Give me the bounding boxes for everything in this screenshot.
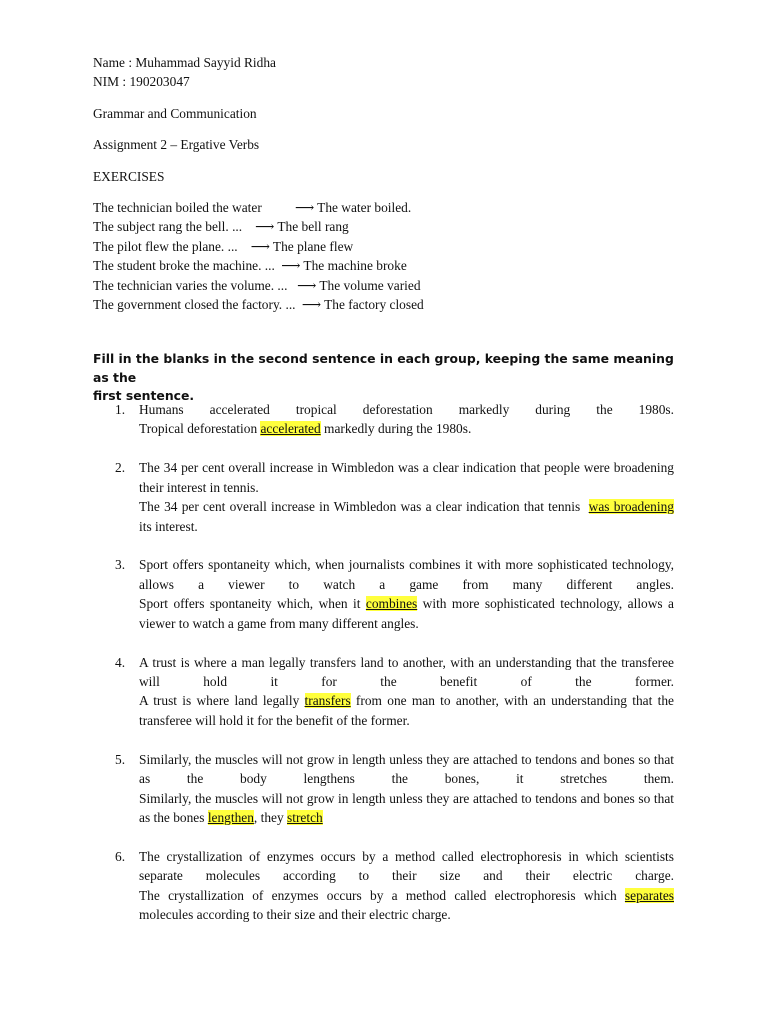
question-item <box>0 400 674 439</box>
highlighted-answer: transfers <box>304 693 351 709</box>
rewritten-sentence: The 34 per cent overall increase in Wimbledon was a clear indication that tennis was broadening its interest. <box>139 499 674 534</box>
rewritten-sentence: Sport offers spontaneity which, when it combines with more sophisticated technology, allows a viewer to watch a game from many different angles. <box>139 596 674 631</box>
exercise-transitive: The pilot flew the plane. ... <box>93 238 238 254</box>
arrow-icon: ⟶ <box>301 296 322 312</box>
rewritten-sentence: Tropical deforestation accelerated markedly during the 1980s. <box>139 421 472 437</box>
highlighted-answer-2: stretch <box>287 809 323 825</box>
question-item <box>0 847 674 925</box>
exercise-row <box>93 217 424 236</box>
highlighted-answer: lengthen <box>207 809 254 825</box>
exercise-transitive: The student broke the machine. ... <box>93 258 275 274</box>
question-number: 5. <box>115 751 126 767</box>
exercise-transitive: The subject rang the bell. ... <box>93 219 243 235</box>
instruction-line-2: first sentence. <box>93 388 195 403</box>
exercise-transitive: The technician varies the volume. ... <box>93 277 288 293</box>
question-number: 3. <box>115 557 126 573</box>
exercise-list <box>93 198 424 314</box>
arrow-icon: ⟶ <box>281 258 301 274</box>
question-number: 4. <box>115 654 126 670</box>
numbered-questions <box>0 400 768 944</box>
original-sentence: Similarly, the muscles will not grow in length unless they are attached to tendons and bones so that as the body lengthens the bones, it stretches them. <box>139 751 674 787</box>
rewritten-sentence: Similarly, the muscles will not grow in length unless they are attached to tendons and bones so that as the bones lengthen, they stretch <box>139 790 674 825</box>
arrow-icon: ⟶ <box>250 238 270 254</box>
exercise-row <box>93 276 424 295</box>
exercise-row <box>93 237 424 256</box>
question-item <box>0 555 674 633</box>
document-header <box>93 53 276 186</box>
arrow-icon: ⟶ <box>294 200 315 215</box>
highlighted-answer: was broadening <box>588 499 674 515</box>
question-item <box>0 653 674 731</box>
arrow-icon: ⟶ <box>255 219 275 235</box>
exercise-ergative: The bell rang <box>277 219 349 235</box>
highlighted-answer: accelerated <box>260 421 321 437</box>
exercise-ergative: The volume varied <box>319 277 421 293</box>
question-number: 6. <box>115 848 126 864</box>
rewritten-sentence: The crystallization of enzymes occurs by a method called electrophoresis which separates molecules according to their size and their electric charge. <box>139 887 674 923</box>
question-item <box>0 458 674 536</box>
exercise-ergative: The plane flew <box>272 238 354 254</box>
exercise-ergative: The water boiled. <box>317 200 412 215</box>
question-number: 1. <box>115 402 126 417</box>
exercise-row <box>93 295 424 314</box>
exercise-ergative: The factory closed <box>324 296 424 312</box>
exercises-heading: EXERCISES <box>93 168 165 184</box>
exercise-transitive: The government closed the factory. ... <box>93 296 296 312</box>
student-name: Name : Muhammad Sayyid Ridha <box>93 55 276 70</box>
question-item <box>0 750 674 828</box>
question-number: 2. <box>115 460 126 476</box>
exercise-row <box>93 256 424 275</box>
rewritten-sentence: A trust is where land legally transfers from one man to another, with an understanding that the transferee will hold it for the benefit of the former. <box>139 693 674 728</box>
exercise-row <box>93 198 424 217</box>
course-title: Grammar and Communication <box>93 105 257 121</box>
instruction-text <box>93 350 683 406</box>
exercise-ergative: The machine broke <box>303 258 407 274</box>
exercise-transitive: The technician boiled the water <box>93 200 262 215</box>
student-nim: NIM : 190203047 <box>93 74 190 90</box>
original-sentence: The 34 per cent overall increase in Wimbledon was a clear indication that people were broadening their interest in tennis. <box>139 460 674 495</box>
arrow-icon: ⟶ <box>297 277 317 293</box>
original-sentence: Humans accelerated tropical deforestation markedly during the 1980s. <box>139 402 674 417</box>
assignment-title: Assignment 2 – Ergative Verbs <box>93 137 260 153</box>
original-sentence: A trust is where a man legally transfers land to another, with an understanding that the transferee will hold it for the benefit of the former. <box>139 654 674 689</box>
original-sentence: Sport offers spontaneity which, when journalists combines it with more sophisticated technology, allows a viewer to watch a game from many different angles. <box>139 557 674 592</box>
original-sentence: The crystallization of enzymes occurs by a method called electrophoresis in which scientists separate molecules according to their size and their electric charge. <box>139 848 674 884</box>
instruction-line-1: Fill in the blanks in the second sentence in each group, keeping the same meaning as the <box>93 351 674 385</box>
highlighted-answer: combines <box>365 596 418 612</box>
highlighted-answer: separates <box>624 887 674 903</box>
